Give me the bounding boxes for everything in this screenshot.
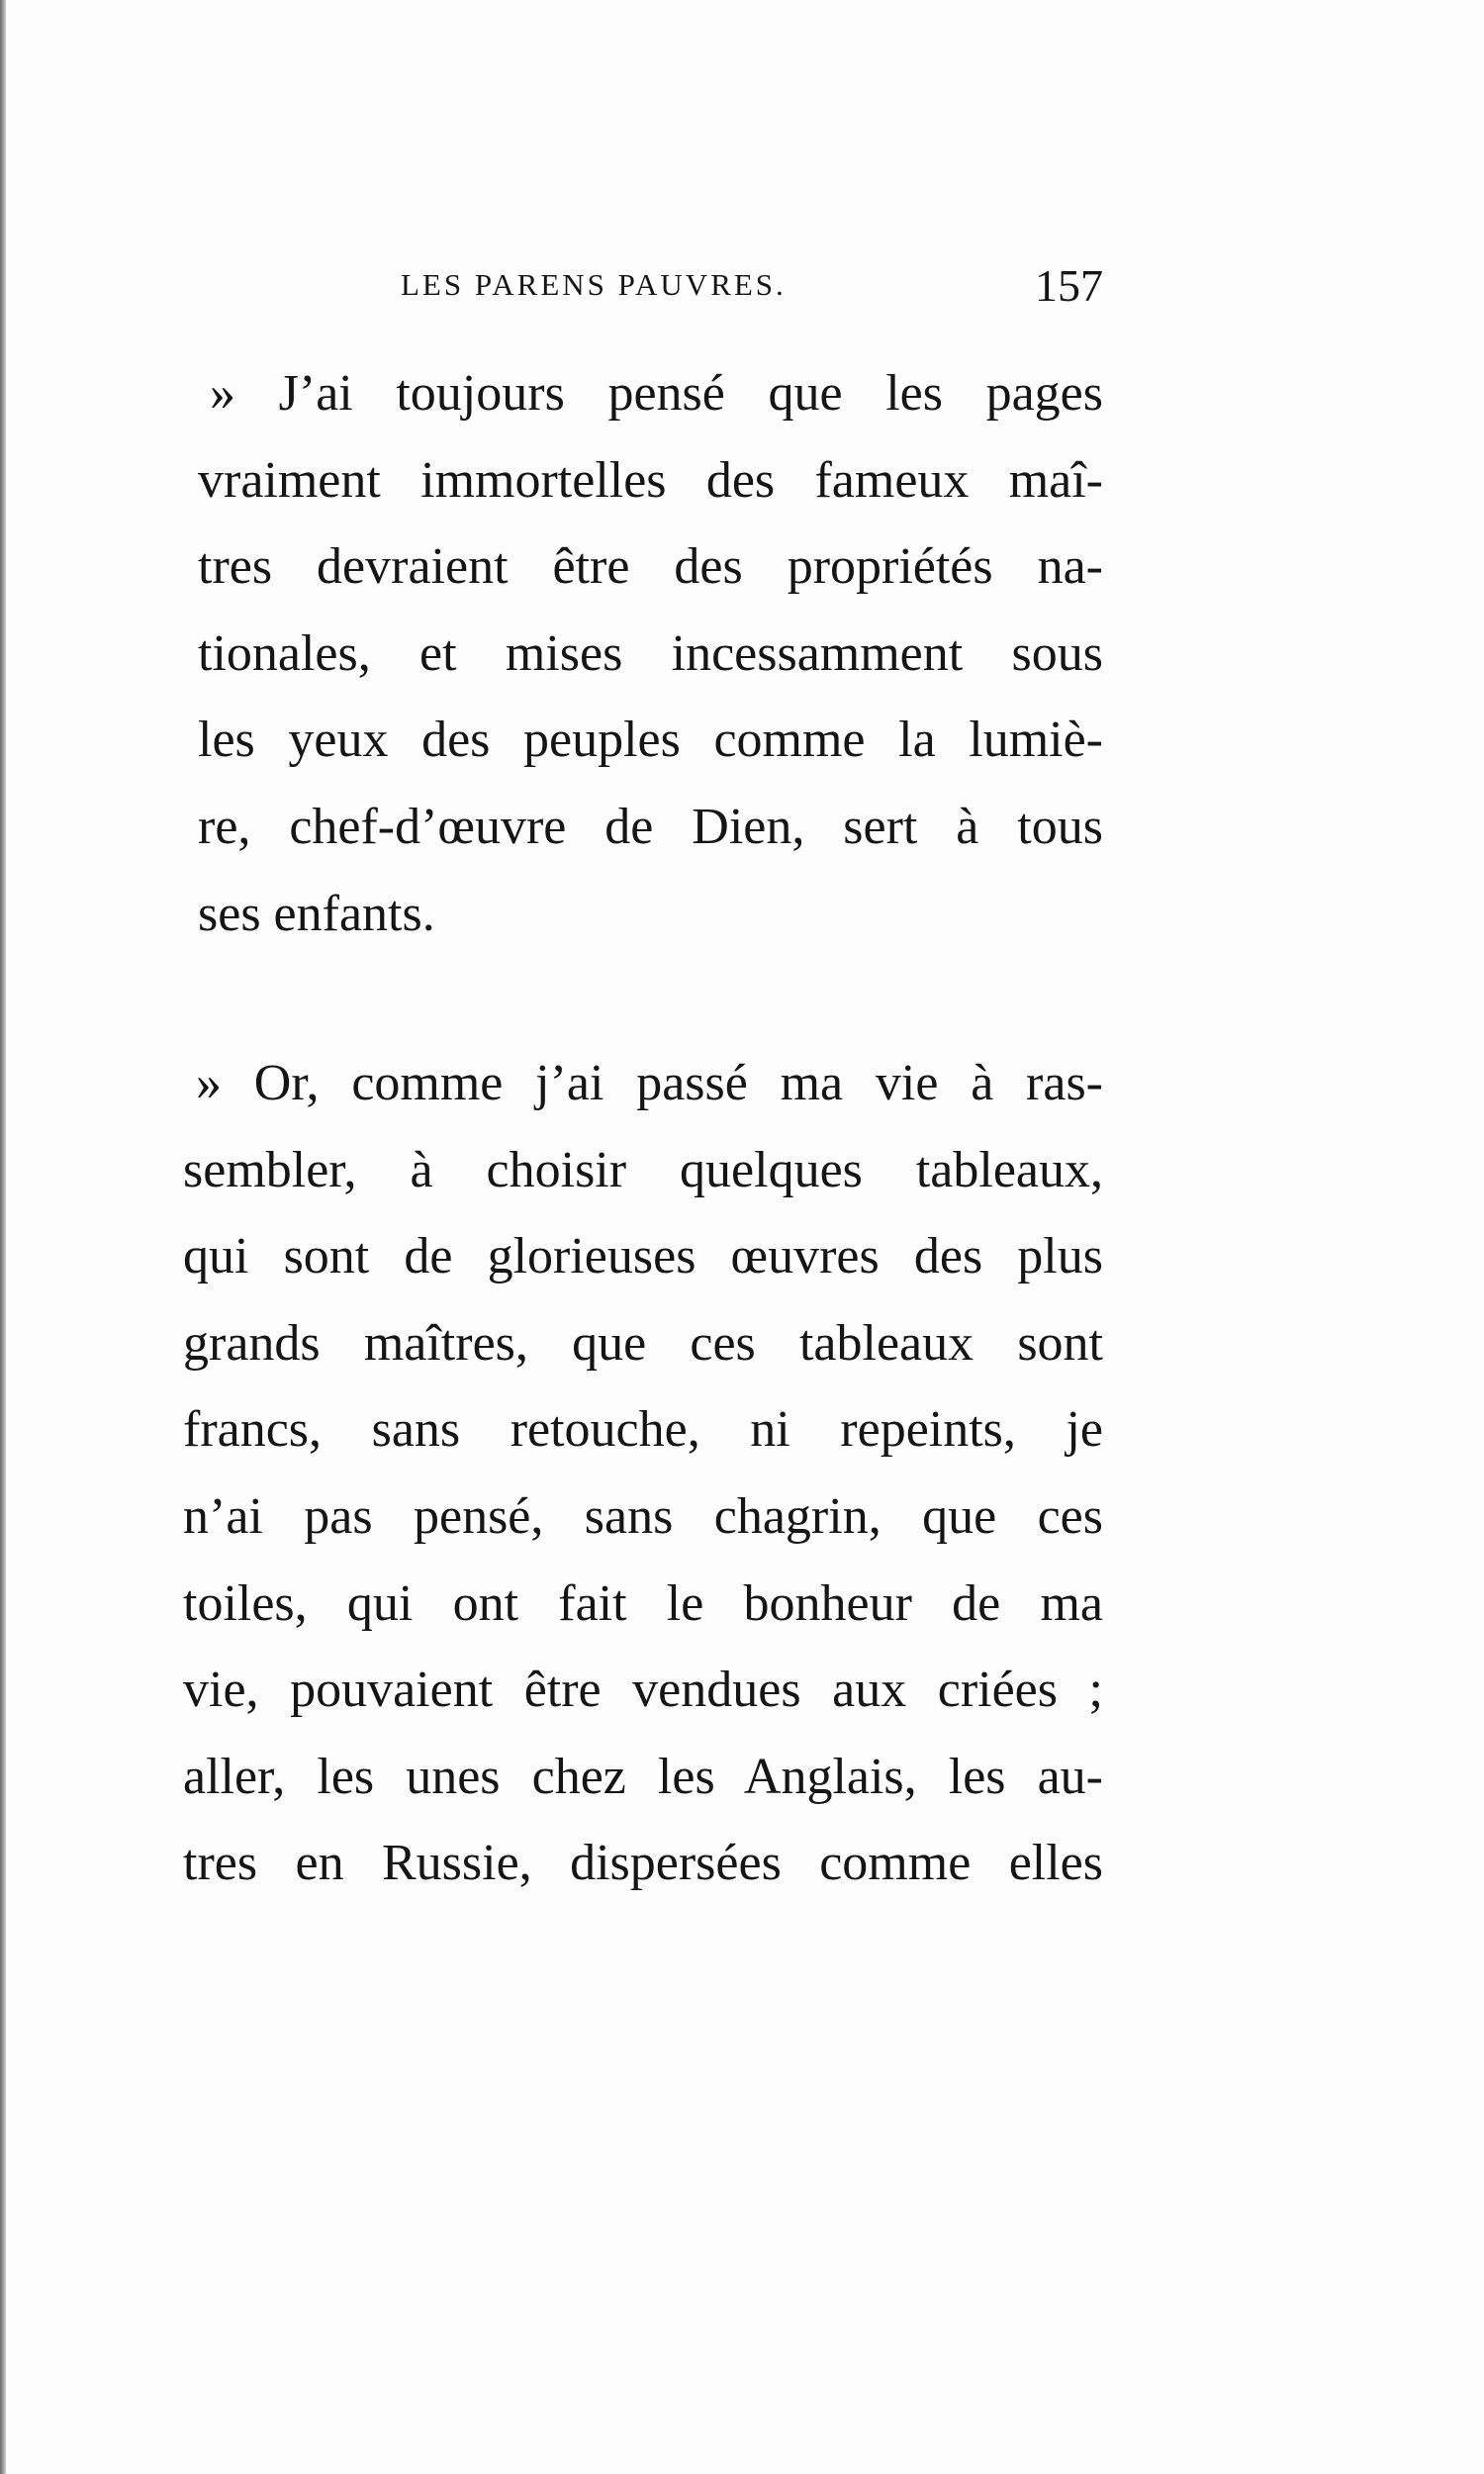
text-line: aller, les unes chez les Anglais, les au- [183,1748,1103,1805]
text-line: les yeux des peuples comme la lumiè- [198,712,1103,769]
text-line: francs, sans retouche, ni repeints, je [183,1401,1103,1459]
text-line: n’ai pas pensé, sans chagrin, que ces [183,1488,1103,1545]
text-line: » Or, comme j’ai passé ma vie à ras- [196,1055,1103,1111]
page-edge-shadow [0,0,6,2474]
page-number: 157 [1035,260,1103,311]
text-line: qui sont de glorieuses œuvres des plus [183,1228,1103,1285]
text-line: ses enfants. [198,885,435,942]
text-line: re, chef-d’œuvre de Dien, sert à tous [198,799,1103,855]
text-line: vraiment immortelles des fameux maî- [198,451,1103,509]
running-title: LES PARENS PAUVRES. [401,267,787,302]
text-line: grands maîtres, que ces tableaux sont [183,1314,1103,1372]
text-line: tres devraient être des propriétés na- [198,538,1103,596]
text-line: vie, pouvaient être vendues aux criées ; [183,1662,1103,1719]
text-line: toiles, qui ont fait le bonheur de ma [183,1574,1103,1632]
text-line: tionales, et mises incessamment sous [198,624,1103,682]
text-line: tres en Russie, dispersées comme elles [183,1835,1103,1892]
text-line: sembler, à choisir quelques tableaux, [183,1141,1103,1198]
text-line: » J’ai toujours pensé que les pages [210,365,1103,422]
